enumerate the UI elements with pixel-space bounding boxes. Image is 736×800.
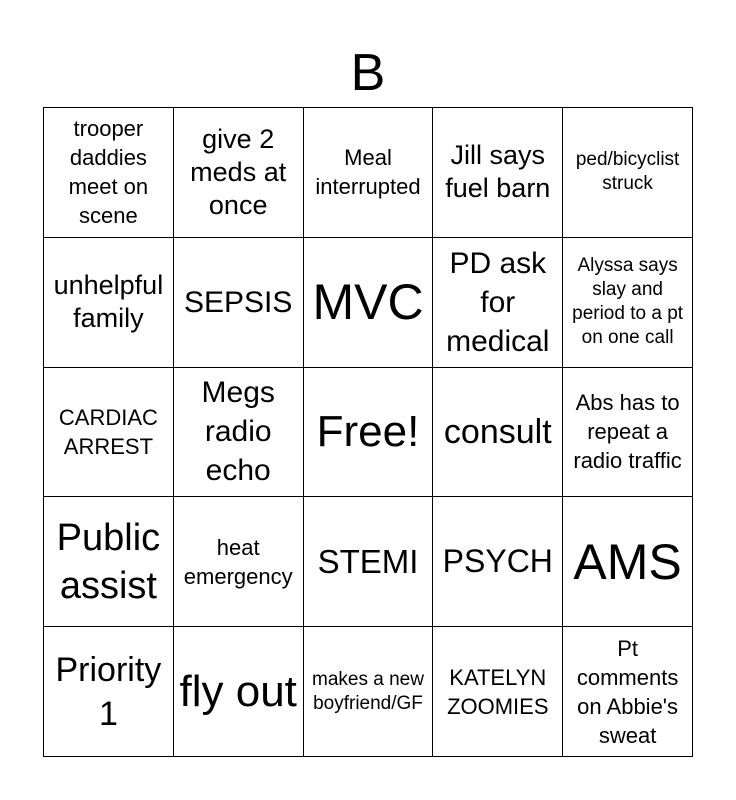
bingo-cell[interactable] bbox=[44, 497, 174, 627]
bingo-cell[interactable] bbox=[174, 497, 304, 627]
bingo-cell[interactable] bbox=[174, 627, 304, 757]
bingo-cell[interactable] bbox=[174, 368, 304, 498]
bingo-cell[interactable] bbox=[563, 497, 693, 627]
cell-text: Jill says fuel barn bbox=[445, 140, 551, 204]
bingo-cell[interactable] bbox=[563, 368, 693, 498]
bingo-cell[interactable] bbox=[563, 238, 693, 368]
bingo-cell[interactable] bbox=[433, 238, 563, 368]
free-space-cell[interactable] bbox=[304, 368, 434, 498]
cell-text: Abs has to repeat a radio traffic bbox=[573, 390, 682, 474]
cell-text: Pt comments on Abbie's sweat bbox=[576, 635, 679, 748]
cell-text: Megs radio echo bbox=[201, 376, 275, 488]
cell-text: trooper daddies meet on scene bbox=[68, 116, 149, 229]
bingo-cell[interactable] bbox=[174, 108, 304, 238]
bingo-cell[interactable] bbox=[174, 238, 304, 368]
cell-text: give 2 meds at once bbox=[190, 123, 287, 220]
bingo-cell[interactable] bbox=[433, 368, 563, 498]
bingo-cell[interactable] bbox=[304, 238, 434, 368]
cell-text: Meal interrupted bbox=[315, 145, 421, 200]
bingo-cell[interactable] bbox=[563, 108, 693, 238]
cell-text: consult bbox=[443, 412, 552, 451]
cell-text: heat emergency bbox=[183, 534, 293, 589]
cell-text: KATELYN ZOOMIES bbox=[447, 664, 549, 719]
bingo-cell[interactable] bbox=[304, 627, 434, 757]
cell-text: Priority 1 bbox=[55, 650, 162, 733]
bingo-cell[interactable] bbox=[304, 108, 434, 238]
cell-text: makes a new boyfriend/GF bbox=[312, 668, 424, 714]
cell-text: SEPSIS bbox=[184, 285, 293, 319]
cell-text: CARDIAC ARREST bbox=[58, 404, 158, 459]
cell-text: unhelpful family bbox=[53, 270, 164, 334]
bingo-cell[interactable] bbox=[563, 627, 693, 757]
bingo-cell[interactable] bbox=[433, 497, 563, 627]
cell-text: Alyssa says slay and period to a pt on one call bbox=[572, 255, 684, 349]
card-title: B bbox=[350, 44, 386, 102]
bingo-cell[interactable] bbox=[433, 108, 563, 238]
cell-text: PSYCH bbox=[442, 543, 553, 580]
bingo-cell[interactable] bbox=[44, 627, 174, 757]
cell-text: PD ask for medical bbox=[446, 246, 550, 358]
free-space-text: Free! bbox=[316, 406, 420, 456]
cell-text: Public assist bbox=[56, 516, 161, 607]
bingo-cell[interactable] bbox=[44, 368, 174, 498]
bingo-cell[interactable] bbox=[304, 497, 434, 627]
bingo-cell[interactable] bbox=[433, 627, 563, 757]
cell-text: MVC bbox=[312, 274, 424, 331]
cell-text: AMS bbox=[573, 533, 682, 590]
cell-text: fly out bbox=[179, 666, 297, 716]
cell-text: ped/bicyclist struck bbox=[575, 149, 680, 195]
bingo-grid bbox=[43, 107, 693, 757]
bingo-cell[interactable] bbox=[44, 238, 174, 368]
cell-text: STEMI bbox=[317, 543, 419, 581]
bingo-cell[interactable] bbox=[44, 108, 174, 238]
